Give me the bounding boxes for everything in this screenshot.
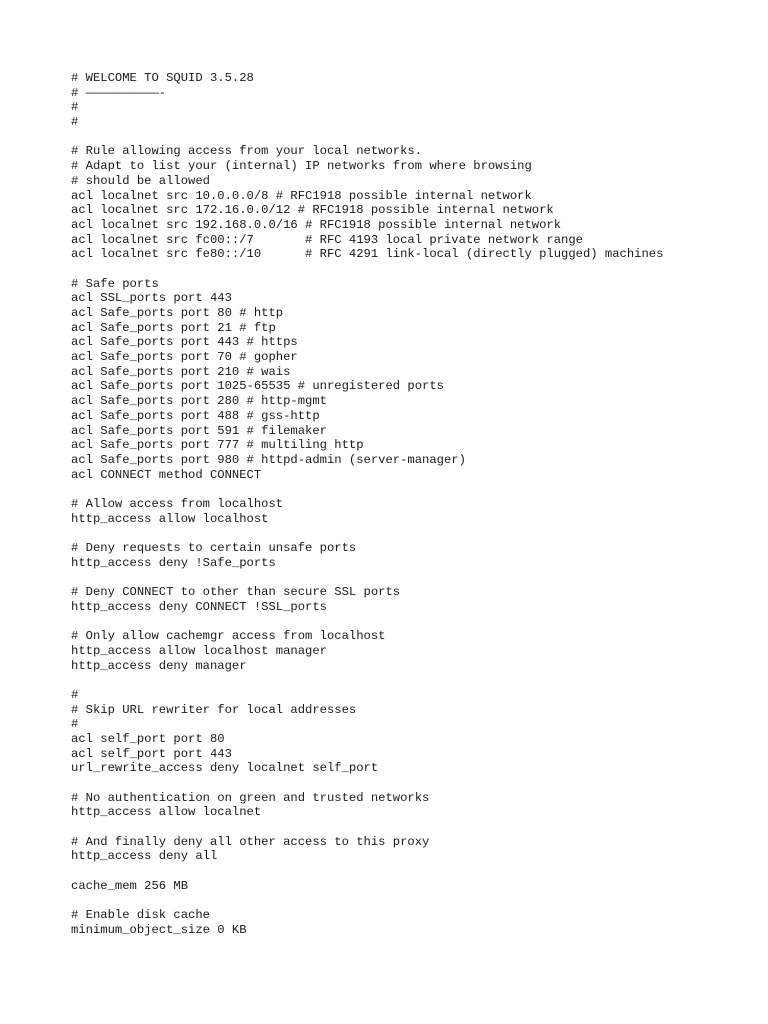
config-line: acl localnet src 10.0.0.0/8 # RFC1918 possible internal network (71, 188, 532, 203)
config-line: # Deny requests to certain unsafe ports (71, 541, 357, 555)
config-line: http_access deny manager (71, 658, 247, 673)
config-line: # Enable disk cache (71, 908, 210, 923)
config-line: # (71, 100, 79, 115)
config-line (71, 262, 751, 277)
config-line: cache_mem 256 MB (71, 878, 189, 893)
config-line: http_access allow localnet (71, 805, 262, 820)
config-line: # Skip URL rewriter for local addresses (71, 702, 357, 717)
config-line: acl self_port port 80 (71, 731, 225, 746)
config-line: http_access allow localhost (71, 511, 269, 526)
config-line: # No authentication on green and trusted networks (71, 790, 430, 805)
config-line (71, 614, 751, 629)
config-line: # ——————————- (71, 85, 167, 100)
config-line: acl Safe_ports port 1025-65535 # unregistered ports (71, 379, 444, 394)
config-line: # Adapt to list your (internal) IP networks from where browsing (71, 159, 532, 174)
config-line: acl SSL_ports port 443 (71, 291, 232, 306)
config-line: # should be allowed (71, 173, 210, 188)
config-line: # Deny CONNECT to other than secure SSL ports (71, 585, 401, 600)
config-line: # (71, 687, 79, 702)
config-line: # Allow access from localhost (71, 496, 284, 511)
config-line (71, 776, 751, 791)
config-line: # Rule allowing access from your local networks. (71, 144, 423, 159)
config-line: acl Safe_ports port 443 # https (71, 335, 298, 350)
config-line: acl self_port port 443 (71, 746, 232, 761)
config-line: # (71, 115, 79, 130)
config-line: acl Safe_ports port 80 # http (71, 306, 284, 320)
config-line: acl localnet src 192.168.0.0/16 # RFC1918 possible internal network (71, 217, 562, 232)
config-line: acl localnet src fc00::/7 # RFC 4193 local private network range (71, 232, 583, 247)
config-line: http_access deny CONNECT !SSL_ports (71, 599, 327, 614)
config-line (71, 894, 751, 909)
config-line: # WELCOME TO SQUID 3.5.28 (71, 71, 254, 85)
config-line: acl Safe_ports port 980 # httpd-admin (server-manager) (71, 452, 466, 467)
config-line: acl Safe_ports port 591 # filemaker (71, 423, 327, 438)
config-line: # Safe ports (71, 276, 159, 291)
config-line: http_access deny all (71, 849, 218, 864)
config-line: minimum_object_size 0 KB (71, 922, 247, 937)
config-line: acl Safe_ports port 70 # gopher (71, 350, 298, 365)
config-line: http_access deny !Safe_ports (71, 555, 276, 570)
config-line (71, 482, 751, 497)
config-line: acl Safe_ports port 280 # http-mgmt (71, 394, 327, 409)
config-line (71, 130, 751, 145)
config-line: # Only allow cachemgr access from localhost (71, 629, 386, 644)
config-line: http_access allow localhost manager (71, 643, 327, 658)
config-line: acl Safe_ports port 488 # gss-http (71, 408, 320, 423)
config-line: acl CONNECT method CONNECT (71, 467, 262, 482)
config-line (71, 526, 751, 541)
config-line: # (71, 717, 79, 732)
config-line: acl localnet src 172.16.0.0/12 # RFC1918 possible internal network (71, 203, 554, 218)
config-line: acl Safe_ports port 777 # multiling http (71, 438, 364, 453)
config-line (71, 864, 751, 879)
config-line (71, 820, 751, 835)
config-line: acl Safe_ports port 210 # wais (71, 364, 291, 379)
config-line: # And finally deny all other access to this proxy (71, 834, 430, 849)
config-text-block (71, 71, 751, 938)
config-line: acl Safe_ports port 21 # ftp (71, 320, 276, 335)
config-line (71, 673, 751, 688)
config-line: acl localnet src fe80::/10 # RFC 4291 link-local (directly plugged) machines (71, 247, 664, 262)
config-line: url_rewrite_access deny localnet self_port (71, 761, 379, 776)
config-line (71, 570, 751, 585)
